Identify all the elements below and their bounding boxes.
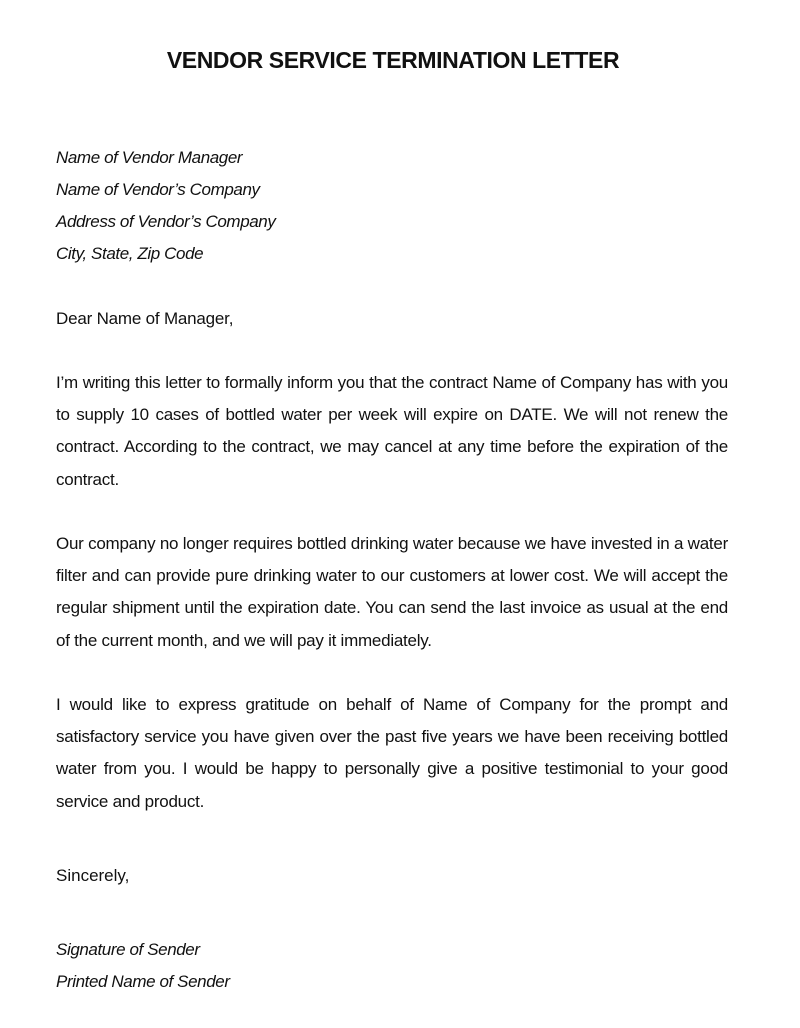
letter-title: VENDOR SERVICE TERMINATION LETTER — [166, 47, 620, 73]
recipient-city-state-zip: City, State, Zip Code — [56, 244, 204, 263]
closing: Sincerely, — [56, 866, 130, 885]
salutation: Dear Name of Manager, — [56, 309, 234, 328]
body-paragraph-2: Our company no longer requires bottled drinking water because we have invested in a water filter and can provide pure drinking water to our customers at lower cost. We will accept the regular shipment until the expiration date. You can send the last invoice as usual at the end of the current month, and we will pay it immediately. — [56, 534, 728, 650]
body-paragraph-1: I’m writing this letter to formally inform you that the contract Name of Company has with you to supply 10 cases of bottled water per week will expire on DATE. We will not renew the contract. According to the contract, we may cancel at any time before the expiration of the contract. — [56, 373, 728, 489]
signature-line: Signature of Sender — [56, 940, 200, 959]
recipient-name: Name of Vendor Manager — [56, 148, 243, 167]
recipient-address-block — [56, 142, 275, 270]
printed-name: Printed Name of Sender — [56, 972, 230, 991]
recipient-address: Address of Vendor’s Company — [56, 212, 276, 231]
signature-block — [56, 934, 230, 998]
recipient-company: Name of Vendor’s Company — [56, 180, 260, 199]
body-paragraph-3: I would like to express gratitude on behalf of Name of Company for the prompt and satisfactory service you have given over the past five years we have been receiving bottled water from you. I would be happy to personally give a positive testimonial to your good service and product. — [56, 695, 728, 811]
